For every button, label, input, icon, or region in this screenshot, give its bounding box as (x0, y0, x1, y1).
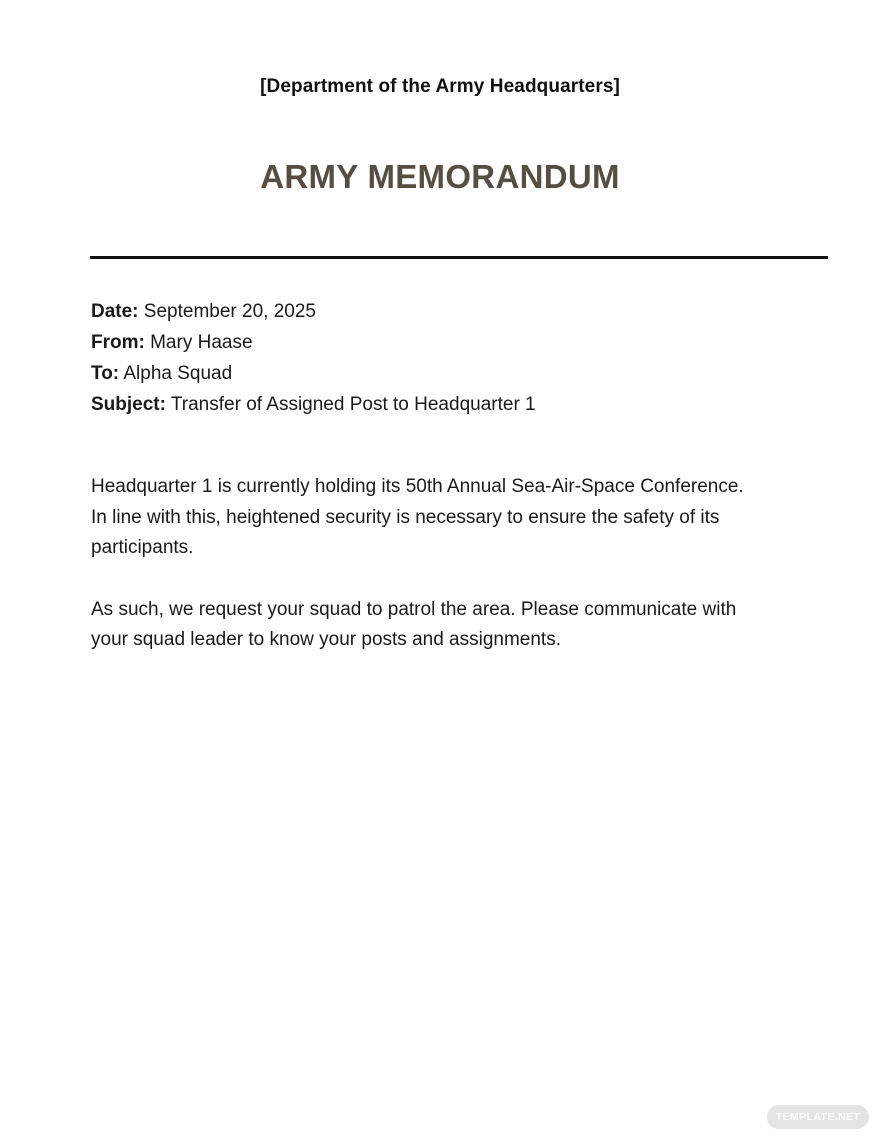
subject-value: Transfer of Assigned Post to Headquarter 1 (170, 394, 536, 415)
body-paragraph-1 (91, 472, 811, 564)
from-value: Mary Haase (150, 332, 253, 353)
date-row (91, 296, 811, 327)
memo-title: ARMY MEMORANDUM (260, 158, 620, 195)
department-heading: [Department of the Army Headquarters] (260, 76, 620, 97)
body-paragraph-2 (91, 595, 811, 656)
to-value: Alpha Squad (123, 363, 233, 384)
subject-label: Subject: (91, 394, 166, 415)
from-label: From: (91, 332, 145, 353)
memo-details (91, 296, 811, 420)
from-row (91, 327, 811, 358)
subject-row (91, 389, 811, 420)
body-line: In line with this, heightened security is necessary to ensure the safety of its (91, 506, 720, 528)
template-watermark: TEMPLATE.NET (767, 1105, 869, 1129)
body-line: participants. (91, 537, 194, 558)
body-line: As such, we request your squad to patrol the area. Please communicate with (91, 598, 737, 620)
date-value: September 20, 2025 (143, 301, 316, 322)
date-label: Date: (91, 301, 139, 322)
memo-body (91, 472, 811, 687)
to-row (91, 358, 811, 389)
body-line: your squad leader to know your posts and assignments. (91, 629, 561, 650)
to-label: To: (91, 363, 120, 384)
body-line: Headquarter 1 is currently holding its 50th Annual Sea-Air-Space Conference. (91, 476, 744, 497)
title-divider (90, 256, 828, 259)
